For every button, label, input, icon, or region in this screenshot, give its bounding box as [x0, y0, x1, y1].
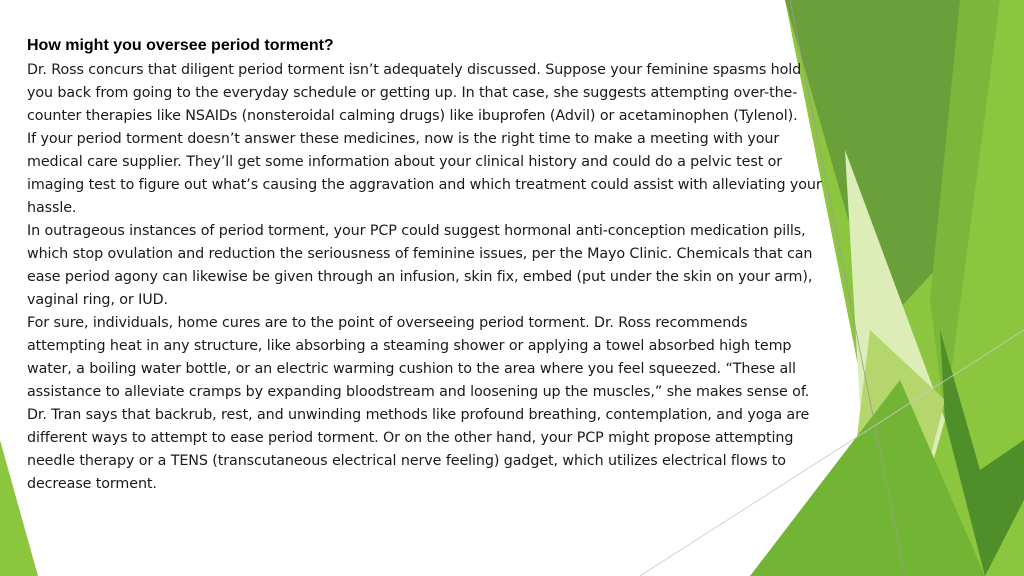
- paragraph: Dr. Tran says that backrub, rest, and unwinding methods like profound breathing, contemplation, and yoga are different ways to attempt to ease period torment. Or on the other hand, your PCP might propose attempting needle therapy or a TENS (transcutaneous electrical nerve feeling) gadget, which utilizes electrical flows to decrease torment.: [27, 407, 810, 492]
- paragraph: If your period torment doesn’t answer these medicines, now is the right time to make a meeting with your medical care supplier. They’ll get some information about your clinical history and could do a pelvic test or imaging test to figure out what’s causing the aggravation and which treatment could assist with alleviating your hassle.: [27, 131, 822, 216]
- paragraph: For sure, individuals, home cures are to the point of overseeing period torment. Dr. Ross recommends attempting heat in any structure, like absorbing a steaming shower or applying a towel absorbed high temp water, a boiling water bottle, or an electric warming cushion to the area where you feel squeezed. “These all assistance to alleviate cramps by expanding bloodstream and loosening up the muscles,” she makes sense of.: [27, 315, 810, 400]
- paragraph: In outrageous instances of period torment, your PCP could suggest hormonal anti-conception medication pills, which stop ovulation and reduction the seriousness of feminine issues, per the Mayo Clinic. Chemicals that can ease period agony can likewise be given through an infusion, skin fix, embed (put under the skin on your arm), vaginal ring, or IUD.: [27, 223, 813, 308]
- paragraph: Dr. Ross concurs that diligent period torment isn’t adequately discussed. Suppose your feminine spasms hold you back from going to the everyday schedule or getting up. In that case, she suggests attempting over-the-counter therapies like NSAIDs (nonsteroidal calming drugs) like ibuprofen (Advil) or acetaminophen (Tylenol).: [27, 62, 802, 124]
- text-block: [27, 36, 827, 496]
- slide-heading: How might you oversee period torment?: [27, 37, 334, 54]
